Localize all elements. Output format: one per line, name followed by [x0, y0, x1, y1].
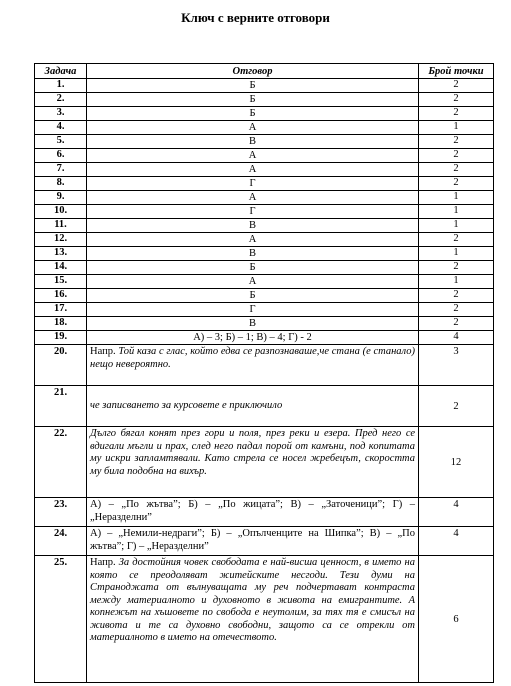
- table-row: [35, 261, 494, 275]
- points-cell: 1: [419, 275, 494, 289]
- table-row: [35, 233, 494, 247]
- points-cell: 2: [419, 107, 494, 121]
- points-cell: 2: [419, 289, 494, 303]
- table-row: [35, 93, 494, 107]
- table-row: [35, 107, 494, 121]
- answer-cell: Б: [87, 79, 419, 93]
- table-row: [35, 275, 494, 289]
- table-row: [35, 79, 494, 93]
- task-number: 10.: [35, 205, 87, 219]
- table-row: [35, 205, 494, 219]
- table-row-21: [35, 386, 494, 427]
- task-number: 18.: [35, 317, 87, 331]
- answer-cell: А) – „Немили-недраги”; Б) – „Опълченците на Шипка”; В) – „По жътва”; Г) – „Неразделни”: [87, 527, 419, 556]
- answer-cell: [87, 427, 419, 498]
- answer-cell: В: [87, 219, 419, 233]
- table-row: [35, 135, 494, 149]
- answer-key-table: [34, 63, 494, 683]
- points-cell: 2: [419, 261, 494, 275]
- task-number: 2.: [35, 93, 87, 107]
- answer-cell: А: [87, 121, 419, 135]
- answer-text: Дълго бягал конят през гори и поля, през реки и езера. Пред него се вдигали мъгли и прах, след него падал порой от камъни, под копитата му искри запламтявали. Като стрела се носел жребецът, скоростта му била подобна на вихър.: [90, 428, 415, 477]
- table-row-20: [35, 345, 494, 386]
- task-number: 19.: [35, 331, 87, 345]
- points-cell: 2: [419, 177, 494, 191]
- table-row-23: [35, 498, 494, 527]
- table-row-22: [35, 427, 494, 498]
- points-cell: 2: [419, 93, 494, 107]
- header-task: Задача: [35, 64, 87, 79]
- points-cell: 1: [419, 205, 494, 219]
- task-number: 1.: [35, 79, 87, 93]
- task-number: 8.: [35, 177, 87, 191]
- answer-cell: Б: [87, 289, 419, 303]
- points-cell: 2: [419, 149, 494, 163]
- task-number: 14.: [35, 261, 87, 275]
- task-number: 15.: [35, 275, 87, 289]
- answer-cell: В: [87, 135, 419, 149]
- task-number: 21.: [35, 386, 87, 427]
- page-title: Ключ с верните отговори: [181, 10, 330, 25]
- short-answer-rows: [35, 79, 494, 683]
- header-answer: Отговор: [87, 64, 419, 79]
- points-cell: 12: [419, 427, 494, 498]
- answer-prefix: Напр.: [90, 557, 119, 568]
- task-number: 11.: [35, 219, 87, 233]
- points-cell: 1: [419, 121, 494, 135]
- points-cell: 1: [419, 219, 494, 233]
- table-row: [35, 121, 494, 135]
- answer-cell: Б: [87, 107, 419, 121]
- task-number: 5.: [35, 135, 87, 149]
- task-number: 4.: [35, 121, 87, 135]
- task-number: 9.: [35, 191, 87, 205]
- table-row: [35, 247, 494, 261]
- points-cell: 6: [419, 556, 494, 683]
- answer-prefix: Напр.: [90, 346, 119, 357]
- answer-cell: А) – „По жътва”; Б) – „По жицата”; В) – „Заточеници”; Г) – „Неразделни”: [87, 498, 419, 527]
- table-row: [35, 317, 494, 331]
- table-row: [35, 219, 494, 233]
- answer-cell: Г: [87, 303, 419, 317]
- table-row: [35, 303, 494, 317]
- points-cell: 2: [419, 135, 494, 149]
- answer-cell: Г: [87, 205, 419, 219]
- answer-text: че записването за курсовете е приключило: [90, 399, 283, 411]
- points-cell: 3: [419, 345, 494, 386]
- task-number: 22.: [35, 427, 87, 498]
- points-cell: 1: [419, 247, 494, 261]
- answer-text: За достойния човек свободата е най-висша ценност, в името на която се преодоляват житейските несгоди. Тези думи на Страноджата от вълнуващата му реч подчертават контраста между материалното и духовното в живота на емигрантите. А копнежът на хъшовете по свобода е неутолим, за тях тя е смисъл на живота и те са духовно свободни, защото са се отрекли от материалното в името на отечеството.: [90, 557, 415, 643]
- task-number: 12.: [35, 233, 87, 247]
- table-row: [35, 163, 494, 177]
- table-row: [35, 149, 494, 163]
- points-cell: 2: [419, 163, 494, 177]
- points-cell: 2: [419, 79, 494, 93]
- answer-cell: А) – 3; Б) – 1; В) – 4; Г) - 2: [87, 331, 419, 345]
- points-cell: 4: [419, 498, 494, 527]
- points-cell: 4: [419, 331, 494, 345]
- table-row-24: [35, 527, 494, 556]
- answer-cell: А: [87, 149, 419, 163]
- table-header-row: [35, 64, 494, 79]
- table-row: [35, 331, 494, 345]
- task-number: 25.: [35, 556, 87, 683]
- task-number: 20.: [35, 345, 87, 386]
- task-number: 3.: [35, 107, 87, 121]
- answer-cell: Б: [87, 93, 419, 107]
- table-row: [35, 289, 494, 303]
- task-number: 23.: [35, 498, 87, 527]
- table-row: [35, 177, 494, 191]
- answer-cell: [87, 386, 419, 427]
- header-points: Брой точки: [419, 64, 494, 79]
- answer-text: Той каза с глас, който едва се разпознаваше,че стана (е станало) нещо невероятно.: [90, 346, 415, 370]
- answer-cell: В: [87, 317, 419, 331]
- points-cell: 2: [419, 386, 494, 427]
- answer-cell: Г: [87, 177, 419, 191]
- answer-cell: А: [87, 191, 419, 205]
- task-number: 6.: [35, 149, 87, 163]
- answer-cell: [87, 345, 419, 386]
- task-number: 7.: [35, 163, 87, 177]
- points-cell: 1: [419, 191, 494, 205]
- answer-cell: Б: [87, 261, 419, 275]
- task-number: 24.: [35, 527, 87, 556]
- answer-cell: А: [87, 163, 419, 177]
- table-row: [35, 191, 494, 205]
- table-row-25: [35, 556, 494, 683]
- answer-cell: [87, 556, 419, 683]
- points-cell: 4: [419, 527, 494, 556]
- task-number: 17.: [35, 303, 87, 317]
- answer-cell: А: [87, 233, 419, 247]
- points-cell: 2: [419, 233, 494, 247]
- answer-cell: А: [87, 275, 419, 289]
- points-cell: 2: [419, 303, 494, 317]
- points-cell: 2: [419, 317, 494, 331]
- answer-cell: В: [87, 247, 419, 261]
- task-number: 16.: [35, 289, 87, 303]
- task-number: 13.: [35, 247, 87, 261]
